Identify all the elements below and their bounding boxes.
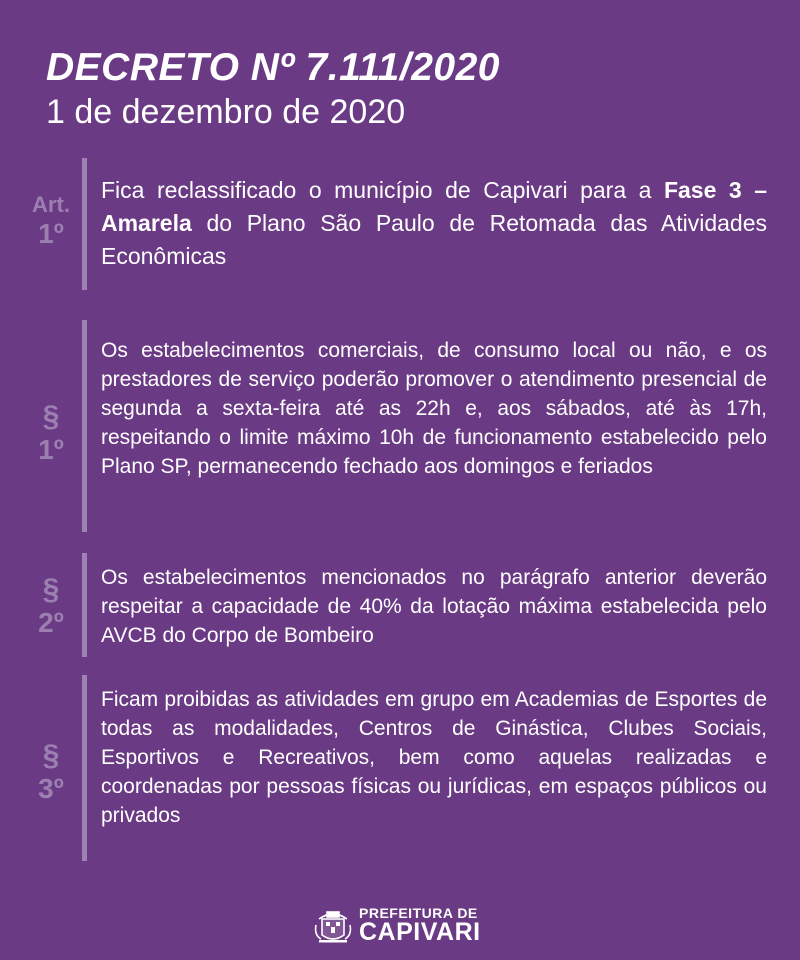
article-bar: [82, 158, 87, 290]
article-label-number: 1º: [38, 218, 64, 249]
paragraph-label-3: [20, 739, 82, 805]
title-block: [46, 46, 500, 132]
paragraph-number: 1º: [38, 434, 64, 465]
footer-logo: [313, 905, 481, 945]
paragraph-label-2: [20, 573, 82, 639]
article-text-bold: Fase 3 – Amarela: [101, 177, 767, 236]
paragraph-text-3: Ficam proibidas as atividades em grupo em Academias de Esportes de todas as modalidades, Centros de Ginástica, Clubes Sociais, Esportivos e Recreativos, bem como aquelas realizadas e coordenadas por pessoas físicas ou jurídicas, em espaços públicos ou privados: [101, 688, 767, 827]
city-coat-of-arms-icon: [313, 905, 353, 945]
section-symbol: §: [42, 400, 60, 433]
article-label: [20, 192, 82, 250]
paragraph-number: 3º: [38, 773, 64, 804]
article-section: [0, 158, 800, 290]
paragraph-text-2: Os estabelecimentos mencionados no parágrafo anterior deverão respeitar a capacidade de 40% da lotação máxima estabelecida pelo AVCB do Corpo de Bombeiro: [101, 566, 767, 647]
paragraph-number: 2º: [38, 607, 64, 638]
paragraph-section-1: [0, 320, 800, 532]
logo-line-2: CAPIVARI: [359, 917, 481, 946]
article-label-top: Art.: [32, 192, 70, 217]
section-symbol: §: [42, 573, 60, 606]
article-text: [101, 174, 767, 273]
logo-text: [359, 906, 481, 945]
article-text-pre: Fica reclassificado o município de Capivari para a: [101, 177, 664, 203]
paragraph-bar-1: [82, 320, 87, 532]
paragraph-bar-3: [82, 675, 87, 861]
article-text-post: do Plano São Paulo de Retomada das Atividades Econômicas: [101, 210, 767, 269]
decree-title: DECRETO Nº 7.111/2020: [46, 46, 500, 89]
section-symbol: §: [42, 739, 60, 772]
paragraph-label-1: [20, 400, 82, 466]
paragraph-bar-2: [82, 553, 87, 657]
decree-date: 1 de dezembro de 2020: [46, 93, 406, 131]
paragraph-section-3: [0, 675, 800, 861]
logo-line-1: PREFEITURA DE: [359, 904, 478, 921]
paragraph-text-1: Os estabelecimentos comerciais, de consumo local ou não, e os prestadores de serviço poderão promover o atendimento presencial de segunda a sexta-feira até as 22h e, aos sábados, até às 17h, respeitando o limite máximo 10h de funcionamento estabelecido pelo Plano SP, permanecendo fechado aos domingos e feriados: [101, 339, 767, 478]
paragraph-section-2: [0, 553, 800, 657]
